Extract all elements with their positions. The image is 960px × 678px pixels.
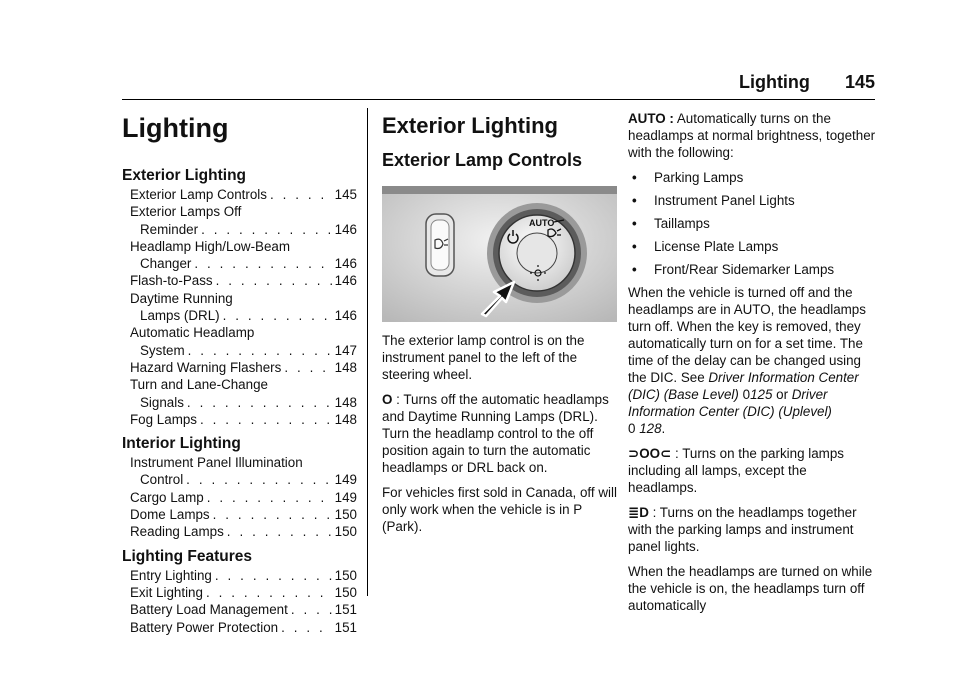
toc-entry[interactable] [122,359,357,376]
toc-entry-line [130,601,357,618]
toc-entry-label: Headlamp High/Low-Beam [130,238,291,254]
auto-label: AUTO : [628,111,674,126]
list-item [628,215,878,232]
toc-entry-page: 150 [334,524,357,540]
toc-entry-line [130,272,357,289]
toc-section-heading: Lighting Features [122,547,253,565]
page-number: 145 [844,72,875,92]
toc-entry-label: Changer [140,256,192,272]
auto-text: Automatically turns on the headlamps at normal brightness, together with the following: [628,111,876,160]
bullet-icon: • [632,216,637,231]
toc-entry-line [130,506,357,523]
toc-entry-line [130,394,357,411]
intro-paragraph: The exterior lamp control is on the instrument panel to the left of the steering wheel. [382,333,585,382]
toc-entry-page: 151 [334,602,357,618]
toc-entry-line [130,186,357,203]
parking-lamps-text: : Turns on the parking lamps including all lamps, except the headlamps. [628,446,844,495]
bullet-icon: • [632,170,637,185]
toc-entry-label: System [140,342,185,358]
column-divider [367,108,368,596]
toc-entry-label: Entry Lighting [130,567,212,583]
toc-entry-page: 148 [334,411,357,427]
headlamps-text: : Turns on the headlamps together with the parking lamps and instrument panel lights. [628,505,857,554]
toc-entry-line [130,238,357,255]
section-title: Exterior Lighting [382,113,558,138]
toc-section-heading: Interior Lighting [122,435,241,453]
toc-entry[interactable] [122,411,357,428]
toc-entry[interactable] [122,238,357,273]
toc-dot-leader [186,471,331,488]
toc-entry-page: 150 [334,567,357,583]
reference-icon: 0 [628,421,636,436]
auto-position-label: AUTO [529,218,555,228]
toc-entry-label: Dome Lamps [130,507,210,523]
toc-list [122,567,357,636]
bullet-icon: • [632,193,637,208]
headlamp-icon: ≣D [628,505,649,520]
toc-entry[interactable] [122,324,357,359]
toc-entry-line [130,489,357,506]
toc-entry-line [130,307,357,324]
toc-entry-line [130,471,357,488]
or-text: or [772,387,792,402]
auto-paragraph [628,110,878,161]
toc-entry[interactable] [122,272,357,289]
parking-lamps-paragraph [628,445,878,496]
dic-base-reference: Driver Information Center (DIC) (Base Level) [628,370,859,402]
toc-entry-label: Cargo Lamp [130,489,204,505]
delay-text: When the vehicle is turned off and the headlamps are in AUTO, the headlamps turn off. When the key is removed, they automatically turn on for a set time. The time of the delay can be changed using the DIC. See [628,285,866,385]
parking-lamps-icon: ⊃OO⊂ [628,446,672,461]
headlamps-paragraph [628,504,878,555]
toc-list [122,186,357,428]
chapter-toc [122,166,357,636]
off-position-text: : Turns off the automatic headlamps and Daytime Running Lamps (DRL). Turn the headlamp control to the off position again to turn the automatic headlamps or DRL back on. [382,392,609,475]
headlamps-auto-off-paragraph: When the headlamps are turned on while the vehicle is on, the headlamps turn off automatically [628,564,873,613]
toc-entry[interactable] [122,489,357,506]
toc-dot-leader [200,411,332,428]
running-header [739,72,875,93]
toc-dot-leader [215,567,332,584]
toc-entry-label: Exit Lighting [130,584,203,600]
toc-entry-label: Hazard Warning Flashers [130,359,282,375]
toc-entry-line [130,567,357,584]
exterior-lighting-column [382,108,617,543]
list-item-text: Instrument Panel Lights [654,193,795,208]
toc-dot-leader [188,342,332,359]
lamp-control-illustration [382,186,617,322]
chapter-toc-column [122,108,357,636]
bullet-icon: • [632,262,637,277]
toc-entry-line [130,290,357,307]
toc-entry[interactable] [122,506,357,523]
reference-icon: 0 [742,387,751,402]
running-header-title: Lighting [738,72,810,92]
toc-entry-page: 149 [334,472,357,488]
toc-entry-label: Daytime Running [130,290,233,306]
list-item-text: License Plate Lamps [654,239,779,254]
list-item-text: Front/Rear Sidemarker Lamps [654,262,835,277]
toc-section-heading: Exterior Lighting [122,167,246,184]
toc-section [122,434,357,540]
toc-entry[interactable] [122,376,357,411]
toc-entry-label: Automatic Headlamp [130,325,255,341]
toc-entry-line [130,411,357,428]
toc-dot-leader [187,394,332,411]
toc-entry-page: 146 [334,256,357,272]
toc-entry[interactable] [122,584,357,601]
toc-dot-leader [281,619,332,636]
toc-entry-page: 148 [334,394,357,410]
toc-dot-leader [207,489,332,506]
power-icon: O [382,392,393,407]
toc-entry-page: 148 [334,359,357,375]
toc-dot-leader [291,601,332,618]
toc-entry-page: 145 [334,187,357,202]
bullet-icon: • [632,239,637,254]
toc-entry-line [130,203,357,220]
toc-entry-line [130,523,357,540]
dic-base-page: 125 [750,387,773,402]
toc-dot-leader [194,255,331,272]
toc-dot-leader [270,186,332,203]
toc-entry-label: Fog Lamps [130,411,197,427]
toc-entry-line [130,324,357,341]
list-item [628,261,878,278]
toc-entry-page: 149 [334,489,357,505]
toc-entry-label: Reminder [140,221,199,237]
toc-entry-line [130,221,357,238]
list-item [628,192,878,209]
canada-note-paragraph: For vehicles first sold in Canada, off will only work when the vehicle is in P (Park). [382,485,617,534]
toc-entry-label: Exterior Lamps Off [130,204,242,220]
toc-entry-label: Battery Power Protection [130,619,279,635]
toc-entry-label: Control [140,472,184,488]
toc-entry[interactable] [122,567,357,584]
toc-entry-label: Exterior Lamp Controls [130,187,267,202]
toc-list [122,454,357,540]
toc-entry-page: 146 [334,273,357,289]
toc-dot-leader [216,272,332,289]
auto-mode-column [628,108,878,622]
toc-entry[interactable] [122,523,357,540]
list-item [628,238,878,255]
toc-entry-page: 150 [334,507,357,523]
toc-entry-label: Instrument Panel Illumination [130,455,303,471]
toc-entry-line [130,584,357,601]
toc-entry[interactable] [122,290,357,325]
chapter-title: Lighting [122,113,229,143]
toc-entry[interactable] [122,186,357,203]
off-position-paragraph [382,391,617,476]
list-item-text: Parking Lamps [654,170,744,185]
toc-dot-leader [201,221,332,238]
toc-entry-line [130,359,357,376]
dic-uplevel-reference: Driver Information Center (DIC) (Uplevel) [628,387,832,419]
delay-paragraph: When the vehicle is turned off and the headlamps are in AUTO, the headlamps turn off. When the key is removed, they automatically turn on for a set time. The time of the delay can be changed using the DIC. See Driver Information Center (DIC) (Base Level) 0125 or Driver Information Center (DIC) (Uplevel) 0 128. [628,285,866,436]
toc-dot-leader [223,307,332,324]
toc-entry-page: 146 [334,308,357,324]
toc-entry-line [130,342,357,359]
toc-entry-label: Battery Load Management [130,602,288,618]
toc-entry[interactable] [122,454,357,489]
toc-section [122,547,357,636]
subsection-title: Exterior Lamp Controls [382,150,583,170]
toc-entry-label: Lamps (DRL) [140,308,220,324]
dic-uplevel-page: 128 [639,421,662,436]
header-rule [122,99,875,100]
toc-entry-line [130,255,357,272]
toc-entry-page: 147 [334,342,357,358]
toc-dot-leader [227,523,332,540]
toc-entry-line [130,619,357,636]
toc-section [122,166,357,428]
toc-entry[interactable] [122,601,357,618]
auto-lamps-list [628,169,878,278]
toc-entry-page: 151 [334,619,357,635]
exterior-lamp-control-figure [382,186,617,322]
toc-entry-label: Reading Lamps [130,524,224,540]
toc-dot-leader [206,584,332,601]
toc-entry[interactable] [122,619,357,636]
toc-entry-line [130,454,357,471]
toc-entry[interactable] [122,203,357,238]
toc-entry-line [130,376,357,393]
toc-entry-page: 146 [334,221,357,237]
toc-entry-label: Flash-to-Pass [130,273,213,289]
toc-entry-page: 150 [334,584,357,600]
list-item [628,169,878,186]
toc-dot-leader [284,359,331,376]
toc-entry-label: Signals [140,394,184,410]
toc-entry-label: Turn and Lane-Change [130,377,268,393]
list-item-text: Taillamps [654,216,710,231]
toc-dot-leader [213,506,332,523]
